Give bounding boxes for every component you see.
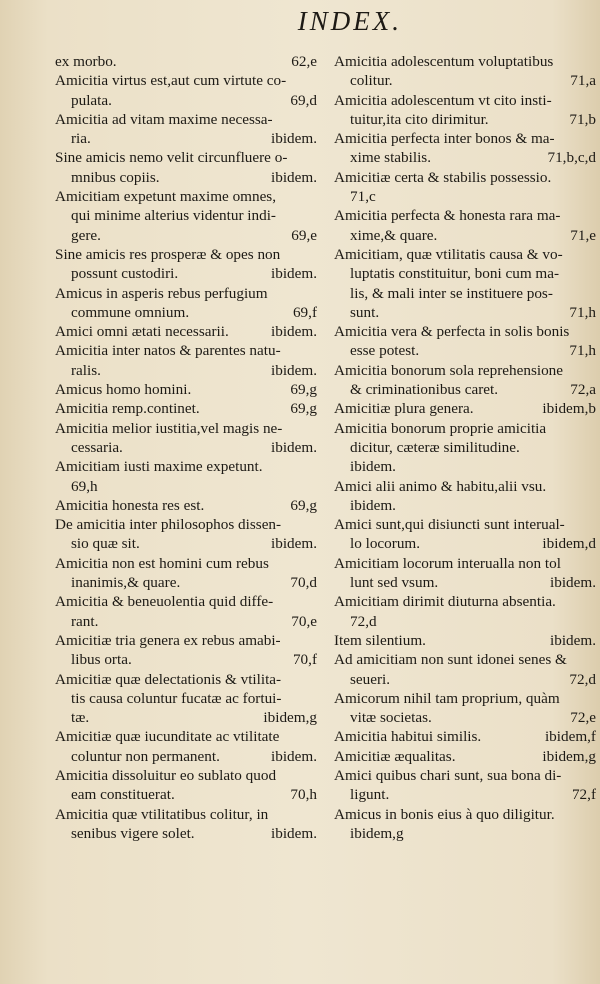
index-entry-line bbox=[334, 708, 596, 727]
index-entry-line bbox=[55, 71, 317, 90]
page-reference: 69,f bbox=[292, 303, 317, 321]
index-entry bbox=[334, 477, 596, 516]
entry-text: Amicitiæ tria genera ex rebus amabi- bbox=[55, 631, 281, 649]
index-entry-line bbox=[334, 148, 596, 167]
index-entry-line bbox=[334, 824, 596, 843]
index-entry bbox=[55, 341, 317, 380]
entry-text: Amicitiæ plura genera. bbox=[334, 400, 474, 418]
index-entry-line bbox=[334, 322, 596, 341]
index-entry-line bbox=[55, 689, 317, 708]
index-entry-line bbox=[334, 805, 596, 824]
entry-text: xime,& quare. bbox=[350, 226, 438, 244]
entry-text: Amicitia ad vitam maxime necessa- bbox=[55, 110, 273, 128]
index-entry bbox=[334, 91, 596, 130]
entry-text: colitur. bbox=[350, 72, 393, 90]
index-entry-line bbox=[55, 438, 317, 457]
page-header: INDEX. bbox=[297, 6, 402, 36]
index-entry-line bbox=[334, 438, 596, 457]
index-entry-line bbox=[55, 747, 317, 766]
index-entry bbox=[55, 727, 317, 766]
index-entry-line bbox=[334, 477, 596, 496]
index-entry bbox=[334, 322, 596, 361]
index-entry-line bbox=[334, 361, 596, 380]
entry-text: xime stabilis. bbox=[350, 149, 431, 167]
entry-text: Amicitia melior iustitia,vel magis ne- bbox=[55, 419, 283, 437]
index-entry-line bbox=[334, 419, 596, 438]
index-entry-line bbox=[55, 341, 317, 360]
entry-text: Amicitia adolescentum vt cito insti- bbox=[334, 91, 552, 109]
index-entry-line bbox=[55, 457, 317, 476]
entry-text: Amicitiæ quæ delectationis & vtilita- bbox=[55, 670, 282, 688]
entry-text: lunt sed vsum. bbox=[350, 574, 439, 592]
index-entry-line bbox=[55, 380, 317, 399]
index-entry-line bbox=[334, 168, 596, 187]
index-entry bbox=[55, 457, 317, 496]
index-entry bbox=[55, 284, 317, 323]
index-entry-line bbox=[334, 631, 596, 650]
entry-text: tis causa coluntur fucatæ ac fortui- bbox=[71, 689, 282, 707]
index-entry-line bbox=[55, 168, 317, 187]
entry-text: seueri. bbox=[350, 670, 391, 688]
index-entry-line bbox=[55, 303, 317, 322]
page-reference: ibidem,g bbox=[263, 709, 317, 727]
entry-text: Amicitia bonorum proprie amicitia bbox=[334, 419, 547, 437]
index-entry bbox=[55, 399, 317, 418]
page-reference: ibidem. bbox=[271, 130, 317, 148]
index-entry-line bbox=[334, 650, 596, 669]
index-column-right bbox=[334, 52, 596, 843]
entry-text: 72,d bbox=[350, 612, 377, 630]
page-reference: 71,e bbox=[570, 226, 596, 244]
index-entry-line bbox=[55, 573, 317, 592]
entry-text: Amici omni ætati necessarii. bbox=[55, 323, 229, 341]
page-reference: 70,h bbox=[290, 786, 317, 804]
page-reference: ibidem. bbox=[550, 574, 596, 592]
entry-text: Amicitia dissoluitur eo sublato quod bbox=[55, 766, 277, 784]
index-entry-line bbox=[55, 129, 317, 148]
entry-text: Amicitia quæ vtilitatibus colitur, in bbox=[55, 805, 269, 823]
page-reference: ibidem,g bbox=[542, 747, 596, 765]
index-entry-line bbox=[55, 148, 317, 167]
entry-text: ibidem. bbox=[350, 496, 396, 514]
index-entry bbox=[334, 399, 596, 418]
entry-text: Amicitiam, quæ vtilitatis causa & vo- bbox=[334, 245, 563, 263]
index-entry-line bbox=[55, 419, 317, 438]
index-entry bbox=[55, 554, 317, 593]
entry-text: pulata. bbox=[71, 91, 112, 109]
page-reference: ibidem. bbox=[271, 535, 317, 553]
entry-text: 71,c bbox=[350, 188, 376, 206]
page-reference: 69,g bbox=[290, 496, 317, 514]
page-reference: 69,d bbox=[290, 91, 317, 109]
index-entry bbox=[55, 766, 317, 805]
entry-text: Amici sunt,qui disiuncti sunt interual- bbox=[334, 516, 565, 534]
index-entry-line bbox=[55, 52, 317, 71]
index-entry bbox=[334, 129, 596, 168]
index-entry-line bbox=[334, 110, 596, 129]
index-entry-line bbox=[334, 670, 596, 689]
page-reference: 71,b bbox=[569, 110, 596, 128]
index-entry bbox=[55, 110, 317, 149]
index-entry-line bbox=[334, 187, 596, 206]
page-reference: 71,b,c,d bbox=[547, 149, 596, 167]
entry-text: lo locorum. bbox=[350, 535, 421, 553]
entry-text: tæ. bbox=[71, 709, 90, 727]
index-entry bbox=[55, 592, 317, 631]
index-entry bbox=[334, 554, 596, 593]
index-entry-line bbox=[334, 71, 596, 90]
index-entry bbox=[334, 206, 596, 245]
entry-text: libus orta. bbox=[71, 651, 132, 669]
index-entry bbox=[334, 419, 596, 477]
index-entry-line bbox=[334, 91, 596, 110]
page-reference: ibidem,d bbox=[542, 535, 596, 553]
index-entry bbox=[334, 168, 596, 207]
entry-text: sunt. bbox=[350, 303, 380, 321]
entry-text: Amicitia honesta res est. bbox=[55, 496, 205, 514]
entry-text: Amicitiæ æqualitas. bbox=[334, 747, 456, 765]
index-entry-line bbox=[334, 534, 596, 553]
index-entry-line bbox=[55, 534, 317, 553]
index-entry bbox=[334, 727, 596, 746]
index-entry-line bbox=[55, 785, 317, 804]
entry-text: Amicitiam locorum interualla non tol bbox=[334, 554, 561, 572]
entry-text: esse potest. bbox=[350, 342, 420, 360]
index-entry-line bbox=[334, 612, 596, 631]
index-entry-line bbox=[334, 785, 596, 804]
page-reference: ibidem,b bbox=[542, 400, 596, 418]
page-reference: ibidem. bbox=[271, 438, 317, 456]
index-entry-line bbox=[334, 747, 596, 766]
entry-text: ibidem. bbox=[350, 458, 396, 476]
entry-text: Amicitiam iusti maxime expetunt. bbox=[55, 458, 263, 476]
page-reference: ibidem. bbox=[271, 361, 317, 379]
entry-text: Amicitia adolescentum voluptatibus bbox=[334, 53, 554, 70]
index-entry-line bbox=[55, 650, 317, 669]
index-entry-line bbox=[55, 670, 317, 689]
entry-text: gere. bbox=[71, 226, 101, 244]
index-entry-line bbox=[334, 303, 596, 322]
index-entry bbox=[334, 747, 596, 766]
index-entry-line bbox=[55, 264, 317, 283]
index-entry-line bbox=[55, 91, 317, 110]
entry-text: eam constituerat. bbox=[71, 786, 175, 804]
entry-text: Amicus homo homini. bbox=[55, 381, 192, 399]
page-reference: ibidem,f bbox=[544, 728, 596, 746]
index-entry bbox=[55, 805, 317, 844]
index-entry-line bbox=[334, 341, 596, 360]
index-entry bbox=[55, 496, 317, 515]
index-entry bbox=[334, 766, 596, 805]
entry-text: Amicorum nihil tam proprium, quàm bbox=[334, 689, 560, 707]
entry-text: Amicitia virtus est,aut cum virtute co- bbox=[55, 72, 287, 90]
entry-text: Amicitiæ quæ iucunditate ac vtilitate bbox=[55, 728, 280, 746]
entry-text: inanimis,& quare. bbox=[71, 574, 181, 592]
index-entry-line bbox=[55, 554, 317, 573]
entry-text: ibidem,g bbox=[350, 824, 404, 842]
index-entry-line bbox=[334, 245, 596, 264]
entry-text: tuitur,ita cito dirimitur. bbox=[350, 110, 489, 128]
index-entry bbox=[55, 419, 317, 458]
index-entry-line bbox=[55, 226, 317, 245]
entry-text: commune omnium. bbox=[71, 303, 190, 321]
index-entry bbox=[334, 515, 596, 554]
index-entry-line bbox=[55, 284, 317, 303]
index-entry-line bbox=[334, 399, 596, 418]
entry-text: ex morbo. bbox=[55, 53, 117, 70]
entry-text: ralis. bbox=[71, 361, 101, 379]
index-entry-line bbox=[55, 805, 317, 824]
entry-text: Amicitia vera & perfecta in solis bonis bbox=[334, 323, 570, 341]
index-entry-line bbox=[334, 206, 596, 225]
entry-text: Item silentium. bbox=[334, 631, 426, 649]
index-entry-line bbox=[55, 824, 317, 843]
page-reference: 69,g bbox=[290, 400, 317, 418]
entry-text: Amicitia perfecta & honesta rara ma- bbox=[334, 207, 561, 225]
index-entry bbox=[55, 245, 317, 284]
entry-text: vitæ societas. bbox=[350, 709, 432, 727]
entry-text: qui minime alterius videntur indi- bbox=[71, 207, 276, 225]
index-entry-line bbox=[55, 361, 317, 380]
page-reference: 71,h bbox=[569, 342, 596, 360]
entry-text: & criminationibus caret. bbox=[350, 381, 499, 399]
entry-text: Amicitia bonorum sola reprehensione bbox=[334, 361, 564, 379]
index-entry-line bbox=[334, 573, 596, 592]
index-entry-line bbox=[55, 245, 317, 264]
index-entry-line bbox=[334, 129, 596, 148]
entry-text: dicitur, cæteræ similitudine. bbox=[350, 438, 520, 456]
entry-text: Sine amicis nemo velit circunfluere o- bbox=[55, 149, 288, 167]
entry-text: mnibus copiis. bbox=[71, 168, 160, 186]
index-entry bbox=[334, 805, 596, 844]
entry-text: lis, & mali inter se instituere pos- bbox=[350, 284, 553, 302]
index-entry bbox=[334, 631, 596, 650]
page-reference: 72,d bbox=[569, 670, 596, 688]
index-entry-line bbox=[55, 322, 317, 341]
page-reference: 71,h bbox=[569, 303, 596, 321]
index-entry-line bbox=[55, 631, 317, 650]
page-reference: 70,d bbox=[290, 574, 317, 592]
entry-text: Amicitiæ certa & stabilis possessio. bbox=[334, 168, 552, 186]
page-reference: 72,e bbox=[570, 709, 596, 727]
page-reference: ibidem. bbox=[271, 265, 317, 283]
index-entry-line bbox=[55, 496, 317, 515]
entry-text: Ad amicitiam non sunt idonei senes & bbox=[334, 651, 567, 669]
index-entry bbox=[55, 670, 317, 728]
entry-text: rant. bbox=[71, 612, 99, 630]
entry-text: Amicus in bonis eius à quo diligitur. bbox=[334, 805, 555, 823]
index-entry bbox=[334, 650, 596, 689]
entry-text: ria. bbox=[71, 130, 91, 148]
index-entry bbox=[55, 380, 317, 399]
page-reference: 70,e bbox=[291, 612, 317, 630]
page-reference: 62,e bbox=[291, 53, 317, 70]
page-reference: 69,g bbox=[290, 381, 317, 399]
entry-text: De amicitia inter philosophos dissen- bbox=[55, 516, 282, 534]
index-entry-line bbox=[55, 766, 317, 785]
entry-text: Amicitiam expetunt maxime omnes, bbox=[55, 188, 277, 206]
entry-text: possunt custodiri. bbox=[71, 265, 179, 283]
entry-text: Amicitia habitui similis. bbox=[334, 728, 482, 746]
index-entry bbox=[334, 592, 596, 631]
index-entry-line bbox=[334, 284, 596, 303]
index-column-left bbox=[55, 52, 317, 843]
index-entry-line bbox=[55, 708, 317, 727]
index-entry-line bbox=[55, 206, 317, 225]
entry-text: 69,h bbox=[71, 477, 98, 495]
index-entry bbox=[55, 187, 317, 245]
index-entry-line bbox=[334, 592, 596, 611]
entry-text: Amicitia perfecta inter bonos & ma- bbox=[334, 130, 555, 148]
index-entry-line bbox=[334, 52, 596, 71]
entry-text: Amicitia non est homini cum rebus bbox=[55, 554, 269, 572]
index-entry bbox=[55, 515, 317, 554]
index-entry bbox=[334, 52, 596, 91]
index-entry-line bbox=[334, 496, 596, 515]
page-reference: ibidem. bbox=[271, 168, 317, 186]
index-entry-line bbox=[55, 477, 317, 496]
index-entry-line bbox=[334, 380, 596, 399]
index-entry-line bbox=[334, 554, 596, 573]
index-entry-line bbox=[334, 226, 596, 245]
entry-text: Amici alii animo & habitu,alii vsu. bbox=[334, 477, 547, 495]
entry-text: Amicitiam dirimit diuturna absentia. bbox=[334, 593, 556, 611]
entry-text: Amicitia remp.continet. bbox=[55, 400, 200, 418]
page-reference: ibidem. bbox=[271, 824, 317, 842]
index-entry-line bbox=[55, 110, 317, 129]
index-entry-line bbox=[334, 727, 596, 746]
index-entry bbox=[55, 631, 317, 670]
index-entry bbox=[334, 689, 596, 728]
index-entry bbox=[55, 148, 317, 187]
index-entry-line bbox=[55, 727, 317, 746]
index-entry bbox=[334, 361, 596, 400]
page-reference: ibidem. bbox=[271, 747, 317, 765]
entry-text: coluntur non permanent. bbox=[71, 747, 220, 765]
entry-text: Amici quibus chari sunt, sua bona di- bbox=[334, 766, 562, 784]
index-entry bbox=[55, 52, 317, 71]
index-entry-line bbox=[334, 264, 596, 283]
page-reference: 71,a bbox=[570, 72, 596, 90]
entry-text: Amicitia & beneuolentia quid diffe- bbox=[55, 593, 274, 611]
entry-text: ligunt. bbox=[350, 786, 390, 804]
entry-text: Amicus in asperis rebus perfugium bbox=[55, 284, 268, 302]
page-reference: 69,e bbox=[291, 226, 317, 244]
page-reference: 70,f bbox=[292, 651, 317, 669]
index-entry-line bbox=[334, 515, 596, 534]
index-entry-line bbox=[55, 515, 317, 534]
entry-text: senibus vigere solet. bbox=[71, 824, 195, 842]
page-reference: 72,a bbox=[570, 381, 596, 399]
page-reference: ibidem. bbox=[271, 323, 317, 341]
index-entry bbox=[334, 245, 596, 322]
entry-text: cessaria. bbox=[71, 438, 123, 456]
index-entry-line bbox=[334, 689, 596, 708]
page-reference: ibidem. bbox=[550, 631, 596, 649]
entry-text: Amicitia inter natos & parentes natu- bbox=[55, 342, 281, 360]
index-entry-line bbox=[55, 592, 317, 611]
entry-text: sio quæ sit. bbox=[71, 535, 140, 553]
index-entry-line bbox=[334, 766, 596, 785]
index-entry bbox=[55, 71, 317, 110]
index-entry bbox=[55, 322, 317, 341]
page-reference: 72,f bbox=[571, 786, 596, 804]
entry-text: Sine amicis res prosperæ & opes non bbox=[55, 245, 281, 263]
entry-text: luptatis constituitur, boni cum ma- bbox=[350, 265, 560, 283]
index-entry-line bbox=[55, 399, 317, 418]
index-entry-line bbox=[55, 187, 317, 206]
index-entry-line bbox=[334, 457, 596, 476]
index-entry-line bbox=[55, 612, 317, 631]
